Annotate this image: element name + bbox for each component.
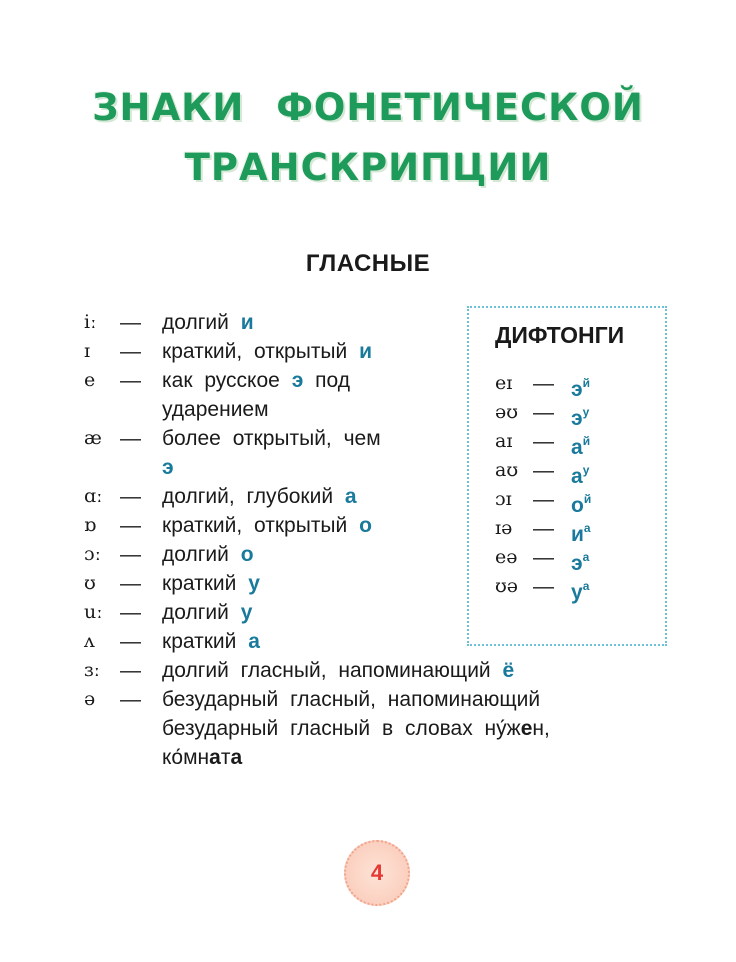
russian-letter: у	[571, 581, 583, 604]
ipa-symbol: ʊə	[495, 575, 519, 597]
description-text: краткий	[162, 572, 237, 595]
dash: —	[120, 659, 141, 682]
ipa-symbol: eɪ	[495, 372, 513, 394]
russian-letter: э	[571, 407, 583, 430]
section-heading-vowels: ГЛАСНЫЕ	[305, 250, 431, 277]
superscript-letter: й	[583, 492, 592, 506]
vowel-description	[162, 569, 260, 598]
russian-letter: у	[248, 572, 260, 595]
description-text: краткий, открытый	[162, 514, 348, 537]
description-text: безударный гласный в словах ну́ж	[162, 717, 521, 740]
ipa-symbol: ə	[84, 688, 96, 710]
dash: —	[120, 601, 141, 624]
russian-letter: а	[571, 465, 583, 488]
dash: —	[120, 572, 141, 595]
vowel-row-continuation	[84, 743, 644, 772]
russian-letter: и	[240, 311, 254, 334]
ipa-symbol: uː	[84, 601, 103, 623]
dash: —	[120, 688, 141, 711]
superscript-letter: й	[582, 376, 590, 390]
diphthongs-box	[467, 306, 667, 646]
vowel-description	[162, 540, 254, 569]
ipa-symbol: ɒ	[84, 514, 97, 536]
ipa-symbol: iː	[84, 311, 97, 333]
ipa-symbol: e	[84, 369, 96, 391]
russian-letter: о	[359, 514, 372, 537]
description-text: ко́мн	[162, 746, 210, 769]
ipa-symbol: aʊ	[495, 459, 519, 481]
diphthongs-heading: ДИФТОНГИ	[495, 322, 625, 348]
vowel-row-continuation: ударением	[162, 398, 269, 421]
description-text: краткий	[162, 630, 237, 653]
dash: —	[533, 517, 554, 540]
vowel-row	[84, 685, 644, 714]
russian-letter: ё	[502, 659, 515, 682]
vowel-description	[162, 656, 514, 685]
vowel-description	[162, 482, 357, 511]
vowel-row-continuation	[84, 714, 644, 743]
ipa-symbol: ɑː	[84, 485, 103, 507]
ipa-symbol: ɔː	[84, 543, 102, 565]
ipa-symbol: ʊ	[84, 572, 96, 594]
superscript-letter: а	[583, 521, 591, 535]
russian-letter: и	[571, 523, 584, 546]
description-text: как русское	[162, 369, 280, 392]
vowel-row	[84, 656, 644, 685]
russian-letter: а	[248, 630, 260, 653]
dash: —	[120, 427, 141, 450]
description-text: н,	[532, 717, 550, 740]
russian-letter: э	[162, 456, 174, 479]
dash: —	[533, 459, 554, 482]
vowel-description	[162, 511, 372, 540]
ipa-symbol: eə	[495, 546, 518, 568]
description-text: долгий гласный, напоминающий	[162, 659, 491, 682]
superscript-letter: у	[582, 405, 590, 419]
description-text: т	[220, 746, 231, 769]
ipa-symbol: ɪə	[495, 517, 513, 539]
russian-letter: э	[291, 369, 304, 392]
russian-letter: и	[359, 340, 373, 363]
superscript-letter: й	[582, 434, 591, 448]
dash: —	[120, 514, 141, 537]
description-text: долгий	[162, 543, 229, 566]
russian-letter: о	[571, 494, 584, 517]
vowel-description	[162, 627, 260, 656]
dash: —	[120, 630, 141, 653]
dash: —	[533, 575, 554, 598]
dash: —	[533, 372, 554, 395]
russian-equivalent	[571, 572, 589, 607]
russian-letter: а	[571, 436, 583, 459]
vowel-description: более открытый, чем	[162, 427, 381, 450]
superscript-letter: а	[582, 579, 590, 593]
dash: —	[120, 485, 141, 508]
russian-letter: а	[344, 485, 357, 508]
ipa-symbol: aɪ	[495, 430, 513, 452]
page-title-line2: ТРАНСКРИПЦИИ	[184, 146, 552, 189]
russian-letter: о	[240, 543, 254, 566]
stressed-letter: е	[520, 717, 533, 740]
description-text: долгий	[162, 601, 229, 624]
ipa-symbol: ɜː	[84, 659, 101, 681]
vowel-description: безударный гласный, напоминающий	[162, 688, 541, 711]
superscript-letter: а	[582, 550, 590, 564]
dash: —	[533, 488, 554, 511]
vowel-description	[162, 308, 254, 337]
dash: —	[120, 340, 141, 363]
description-text: долгий, глубокий	[162, 485, 334, 508]
page-title-line1: ЗНАКИ ФОНЕТИЧЕСКОЙ	[92, 86, 644, 129]
dash: —	[533, 430, 554, 453]
stressed-letter: а	[230, 746, 243, 769]
description-text: краткий, открытый	[162, 340, 348, 363]
dash: —	[120, 311, 141, 334]
vowel-description	[162, 366, 350, 395]
russian-letter: у	[240, 601, 253, 624]
ipa-symbol: ɪ	[84, 340, 91, 362]
vowel-description	[162, 337, 372, 366]
dash: —	[533, 401, 554, 424]
russian-letter: э	[571, 552, 583, 575]
ipa-symbol: əʊ	[495, 401, 519, 423]
ipa-symbol: æ	[84, 427, 102, 449]
russian-letter: э	[571, 378, 583, 401]
description-text: под	[315, 369, 350, 392]
stressed-letter: а	[209, 746, 221, 769]
ipa-symbol: ɔɪ	[495, 488, 512, 510]
dash: —	[120, 369, 141, 392]
dash: —	[120, 543, 141, 566]
dash: —	[533, 546, 554, 569]
superscript-letter: у	[582, 463, 590, 477]
description-text: долгий	[162, 311, 229, 334]
page-number-badge: 4	[344, 840, 410, 906]
ipa-symbol: ʌ	[84, 630, 95, 652]
vowel-description	[162, 598, 252, 627]
